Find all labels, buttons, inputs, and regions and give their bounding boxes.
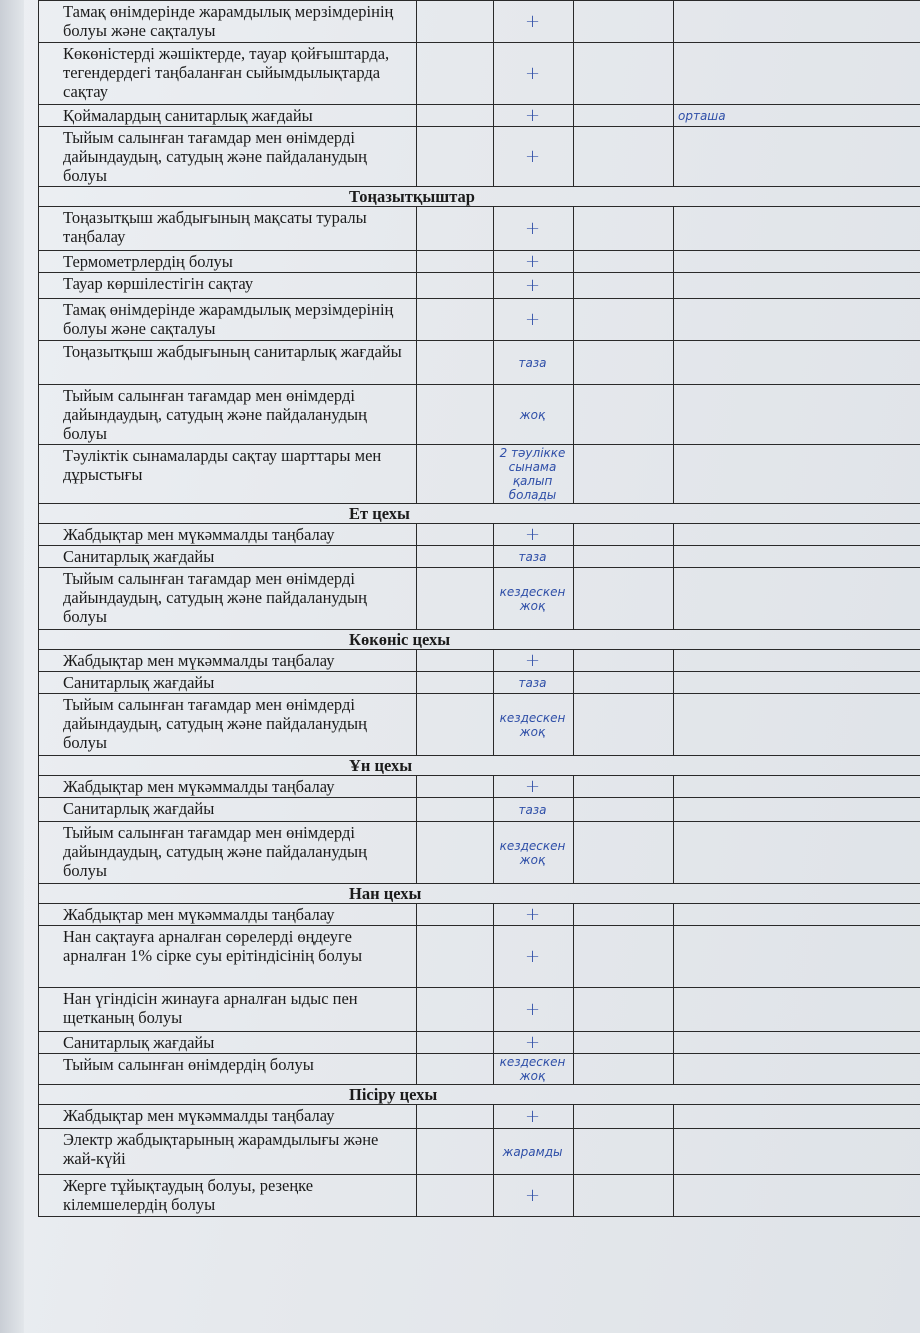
table-row	[39, 776, 920, 798]
inspection-checklist-table	[38, 0, 920, 1217]
handwritten-note	[674, 1175, 920, 1217]
criterion-text: Жабдықтар мен мүкәммалды таңбалау	[39, 904, 417, 926]
handwritten-mark: таза	[494, 546, 574, 568]
table-row	[39, 694, 920, 756]
empty-cell	[574, 524, 674, 546]
empty-cell	[574, 1054, 674, 1085]
empty-cell	[417, 207, 494, 251]
section-row	[39, 187, 920, 207]
handwritten-mark: жоқ	[494, 385, 574, 445]
criterion-text: Тыйым салынған тағамдар мен өнімдерді дайындаудың, сатудың және пайдаланудың болуы	[39, 694, 417, 756]
empty-cell	[574, 1, 674, 43]
empty-cell	[574, 1129, 674, 1175]
empty-cell	[574, 1032, 674, 1054]
empty-cell	[417, 445, 494, 504]
empty-cell	[574, 273, 674, 299]
empty-cell	[574, 798, 674, 822]
empty-cell	[417, 273, 494, 299]
criterion-text: Тоңазытқыш жабдығының мақсаты туралы таңбалау	[39, 207, 417, 251]
table-row	[39, 926, 920, 988]
handwritten-mark: +	[494, 1, 574, 43]
empty-cell	[574, 650, 674, 672]
criterion-text: Санитарлық жағдайы	[39, 1032, 417, 1054]
handwritten-note	[674, 798, 920, 822]
handwritten-mark: жарамды	[494, 1129, 574, 1175]
criterion-text: Тамақ өнімдерінде жарамдылық мерзімдерінің болуы және сақталуы	[39, 299, 417, 341]
handwritten-mark: кездескен жоқ	[494, 822, 574, 884]
handwritten-note	[674, 926, 920, 988]
table-row	[39, 1105, 920, 1129]
handwritten-note	[674, 672, 920, 694]
empty-cell	[574, 1105, 674, 1129]
section-title: Ұн цехы	[39, 756, 920, 776]
handwritten-note	[674, 1054, 920, 1085]
table-row	[39, 207, 920, 251]
empty-cell	[574, 926, 674, 988]
empty-cell	[417, 299, 494, 341]
handwritten-mark: +	[494, 127, 574, 187]
criterion-text: Қоймалардың санитарлық жағдайы	[39, 105, 417, 127]
handwritten-mark: +	[494, 776, 574, 798]
handwritten-mark: +	[494, 105, 574, 127]
empty-cell	[574, 1175, 674, 1217]
table-row	[39, 988, 920, 1032]
section-row	[39, 756, 920, 776]
table-row	[39, 1054, 920, 1085]
handwritten-note	[674, 650, 920, 672]
criterion-text: Тыйым салынған өнімдердің болуы	[39, 1054, 417, 1085]
handwritten-note	[674, 43, 920, 105]
empty-cell	[574, 822, 674, 884]
table-row	[39, 105, 920, 127]
handwritten-note	[674, 904, 920, 926]
empty-cell	[574, 127, 674, 187]
empty-cell	[417, 524, 494, 546]
handwritten-note	[674, 776, 920, 798]
empty-cell	[417, 341, 494, 385]
empty-cell	[417, 1, 494, 43]
empty-cell	[417, 251, 494, 273]
empty-cell	[417, 694, 494, 756]
empty-cell	[574, 776, 674, 798]
criterion-text: Санитарлық жағдайы	[39, 672, 417, 694]
criterion-text: Тауар көршілестігін сақтау	[39, 273, 417, 299]
handwritten-note	[674, 299, 920, 341]
criterion-text: Нан сақтауға арналған сөрелерді өңдеуге арналған 1% сірке суы ерітіндісінің болуы	[39, 926, 417, 988]
handwritten-mark: +	[494, 1105, 574, 1129]
handwritten-note: орташа	[674, 105, 920, 127]
table-row	[39, 672, 920, 694]
handwritten-mark: кездескен жоқ	[494, 694, 574, 756]
table-row	[39, 1, 920, 43]
empty-cell	[417, 1054, 494, 1085]
table-row	[39, 341, 920, 385]
empty-cell	[417, 43, 494, 105]
empty-cell	[574, 694, 674, 756]
criterion-text: Нан үгіндісін жинауға арналған ыдыс пен щетканың болуы	[39, 988, 417, 1032]
table-row	[39, 904, 920, 926]
handwritten-mark: 2 тәулікке сынама қалып болады	[494, 445, 574, 504]
empty-cell	[417, 1105, 494, 1129]
table-row	[39, 1032, 920, 1054]
table-row	[39, 251, 920, 273]
empty-cell	[417, 1032, 494, 1054]
section-title: Пісіру цехы	[39, 1085, 920, 1105]
empty-cell	[417, 546, 494, 568]
empty-cell	[417, 127, 494, 187]
table-row	[39, 43, 920, 105]
empty-cell	[574, 988, 674, 1032]
handwritten-note	[674, 524, 920, 546]
criterion-text: Тамақ өнімдерінде жарамдылық мерзімдерінің болуы және сақталуы	[39, 1, 417, 43]
empty-cell	[574, 43, 674, 105]
criterion-text: Тыйым салынған тағамдар мен өнімдерді дайындаудың, сатудың және пайдаланудың болуы	[39, 385, 417, 445]
empty-cell	[574, 445, 674, 504]
section-row	[39, 630, 920, 650]
handwritten-mark: +	[494, 650, 574, 672]
section-row	[39, 884, 920, 904]
empty-cell	[417, 776, 494, 798]
handwritten-mark: +	[494, 43, 574, 105]
empty-cell	[574, 385, 674, 445]
handwritten-mark: кездескен жоқ	[494, 1054, 574, 1085]
empty-cell	[417, 1175, 494, 1217]
empty-cell	[417, 988, 494, 1032]
handwritten-note	[674, 445, 920, 504]
handwritten-note	[674, 251, 920, 273]
handwritten-note	[674, 694, 920, 756]
handwritten-note	[674, 1, 920, 43]
handwritten-mark: +	[494, 1032, 574, 1054]
table-row	[39, 299, 920, 341]
table-row	[39, 650, 920, 672]
empty-cell	[574, 546, 674, 568]
empty-cell	[574, 251, 674, 273]
handwritten-note	[674, 546, 920, 568]
handwritten-mark: таза	[494, 798, 574, 822]
handwritten-mark: кездескен жоқ	[494, 568, 574, 630]
handwritten-note	[674, 988, 920, 1032]
criterion-text: Жабдықтар мен мүкәммалды таңбалау	[39, 776, 417, 798]
handwritten-mark: +	[494, 524, 574, 546]
empty-cell	[574, 105, 674, 127]
table-row	[39, 1175, 920, 1217]
table-row	[39, 546, 920, 568]
table-row	[39, 385, 920, 445]
section-title: Тоңазытқыштар	[39, 187, 920, 207]
page-edge	[0, 0, 24, 1333]
table-row	[39, 1129, 920, 1175]
empty-cell	[417, 672, 494, 694]
criterion-text: Тоңазытқыш жабдығының санитарлық жағдайы	[39, 341, 417, 385]
table-row	[39, 798, 920, 822]
criterion-text: Санитарлық жағдайы	[39, 798, 417, 822]
empty-cell	[417, 650, 494, 672]
section-row	[39, 1085, 920, 1105]
criterion-text: Санитарлық жағдайы	[39, 546, 417, 568]
handwritten-mark: +	[494, 207, 574, 251]
empty-cell	[574, 207, 674, 251]
handwritten-mark: +	[494, 1175, 574, 1217]
table-row	[39, 273, 920, 299]
empty-cell	[417, 822, 494, 884]
section-title: Көкөніс цехы	[39, 630, 920, 650]
empty-cell	[417, 904, 494, 926]
handwritten-mark: +	[494, 273, 574, 299]
handwritten-note	[674, 568, 920, 630]
empty-cell	[574, 299, 674, 341]
criterion-text: Жабдықтар мен мүкәммалды таңбалау	[39, 1105, 417, 1129]
handwritten-mark: таза	[494, 672, 574, 694]
handwritten-note	[674, 127, 920, 187]
handwritten-mark: таза	[494, 341, 574, 385]
handwritten-mark: +	[494, 251, 574, 273]
handwritten-mark: +	[494, 988, 574, 1032]
empty-cell	[417, 798, 494, 822]
handwritten-note	[674, 207, 920, 251]
empty-cell	[574, 568, 674, 630]
handwritten-note	[674, 1129, 920, 1175]
empty-cell	[574, 904, 674, 926]
empty-cell	[417, 105, 494, 127]
handwritten-note	[674, 822, 920, 884]
criterion-text: Жабдықтар мен мүкәммалды таңбалау	[39, 524, 417, 546]
handwritten-note	[674, 341, 920, 385]
empty-cell	[417, 926, 494, 988]
empty-cell	[417, 1129, 494, 1175]
criterion-text: Тәуліктік сынамаларды сақтау шарттары мен дұрыстығы	[39, 445, 417, 504]
handwritten-note	[674, 385, 920, 445]
handwritten-note	[674, 273, 920, 299]
table-row	[39, 568, 920, 630]
table-row	[39, 822, 920, 884]
empty-cell	[574, 672, 674, 694]
criterion-text: Электр жабдықтарының жарамдылығы және жай-күйі	[39, 1129, 417, 1175]
criterion-text: Термометрлердің болуы	[39, 251, 417, 273]
criterion-text: Тыйым салынған тағамдар мен өнімдерді дайындаудың, сатудың және пайдаланудың болуы	[39, 127, 417, 187]
empty-cell	[417, 385, 494, 445]
criterion-text: Тыйым салынған тағамдар мен өнімдерді дайындаудың, сатудың және пайдаланудың болуы	[39, 822, 417, 884]
criterion-text: Көкөністерді жәшіктерде, тауар қойғыштарда, тегендердегі таңбаланған сыйымдылықтарда сақтау	[39, 43, 417, 105]
table-row	[39, 445, 920, 504]
table-row	[39, 524, 920, 546]
section-row	[39, 504, 920, 524]
handwritten-mark: +	[494, 299, 574, 341]
handwritten-note	[674, 1105, 920, 1129]
handwritten-mark: +	[494, 926, 574, 988]
handwritten-note	[674, 1032, 920, 1054]
table-row	[39, 127, 920, 187]
empty-cell	[417, 568, 494, 630]
handwritten-mark: +	[494, 904, 574, 926]
section-title: Нан цехы	[39, 884, 920, 904]
section-title: Ет цехы	[39, 504, 920, 524]
criterion-text: Тыйым салынған тағамдар мен өнімдерді дайындаудың, сатудың және пайдаланудың болуы	[39, 568, 417, 630]
empty-cell	[574, 341, 674, 385]
criterion-text: Жабдықтар мен мүкәммалды таңбалау	[39, 650, 417, 672]
criterion-text: Жерге тұйықтаудың болуы, резеңке кілемшелердің болуы	[39, 1175, 417, 1217]
